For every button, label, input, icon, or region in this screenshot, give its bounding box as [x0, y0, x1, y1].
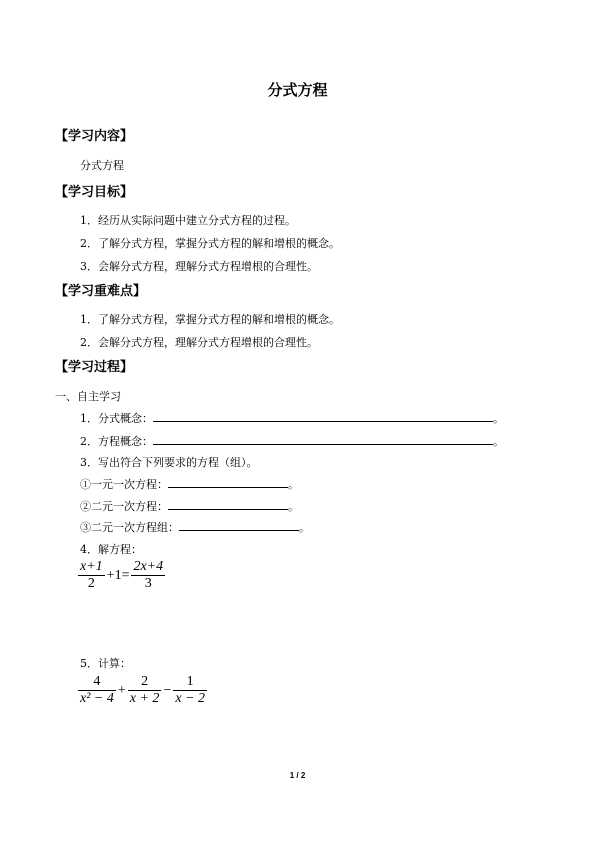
answer-blank[interactable] [153, 411, 493, 422]
goal-item: 3．会解分式方程，理解分式方程增根的合理性。 [80, 260, 318, 273]
period: 。 [288, 478, 299, 491]
part-label: 一、自主学习 [55, 390, 121, 403]
content-text: 分式方程 [80, 159, 124, 172]
question-1 [80, 410, 504, 426]
question-1-label: 1．分式概念： [80, 412, 153, 425]
question-3a [80, 476, 299, 492]
question-3a-label: ①一元一次方程： [80, 478, 168, 491]
key-point-item: 2．会解分式方程，理解分式方程增根的合理性。 [80, 336, 318, 349]
period: 。 [493, 435, 504, 448]
denominator: 2 [78, 575, 105, 592]
fraction [173, 674, 207, 707]
goal-item: 2．了解分式方程，掌握分式方程的解和增根的概念。 [80, 237, 340, 250]
numerator: 1 [186, 674, 194, 689]
question-3b-label: ②二元一次方程： [80, 500, 168, 513]
section-heading-content: 【学习内容】 [55, 129, 134, 144]
equation-1 [78, 559, 165, 592]
operator: +1= [106, 567, 130, 583]
answer-blank[interactable] [179, 520, 299, 531]
answer-blank[interactable] [168, 477, 288, 488]
numerator: 2 [141, 674, 149, 689]
page-number: 1 / 2 [289, 771, 306, 780]
denominator: 3 [131, 575, 165, 592]
fraction [128, 674, 162, 707]
question-4: 4．解方程： [80, 543, 142, 556]
question-3: 3．写出符合下列要求的方程（组）。 [80, 456, 258, 469]
section-heading-key-points: 【学习重难点】 [55, 284, 147, 299]
denominator: x − 2 [175, 691, 206, 706]
question-3c-label: ③二元一次方程组： [80, 521, 179, 534]
answer-blank[interactable] [168, 499, 288, 510]
operator: − [163, 682, 172, 698]
question-2 [80, 433, 504, 449]
denominator: x² − 4 [80, 691, 114, 706]
goal-item: 1．经历从实际问题中建立分式方程的过程。 [80, 214, 296, 227]
numerator: 4 [93, 674, 101, 689]
numerator: 2x+4 [133, 559, 164, 574]
answer-blank[interactable] [153, 434, 493, 445]
period: 。 [493, 412, 504, 425]
period: 。 [288, 500, 299, 513]
operator: + [117, 682, 126, 698]
fraction [78, 674, 116, 707]
question-3c [80, 519, 310, 535]
period: 。 [299, 521, 310, 534]
question-3b [80, 498, 299, 514]
section-heading-process: 【学习过程】 [55, 360, 134, 375]
page-title: 分式方程 [267, 81, 328, 99]
question-2-label: 2．方程概念： [80, 435, 153, 448]
question-5: 5．计算： [80, 657, 131, 670]
fraction [78, 559, 105, 592]
section-heading-goals: 【学习目标】 [55, 185, 134, 200]
numerator: x+1 [80, 559, 103, 574]
fraction [131, 559, 165, 592]
equation-2 [78, 674, 207, 707]
denominator: x + 2 [129, 691, 160, 706]
key-point-item: 1．了解分式方程，掌握分式方程的解和增根的概念。 [80, 313, 340, 326]
